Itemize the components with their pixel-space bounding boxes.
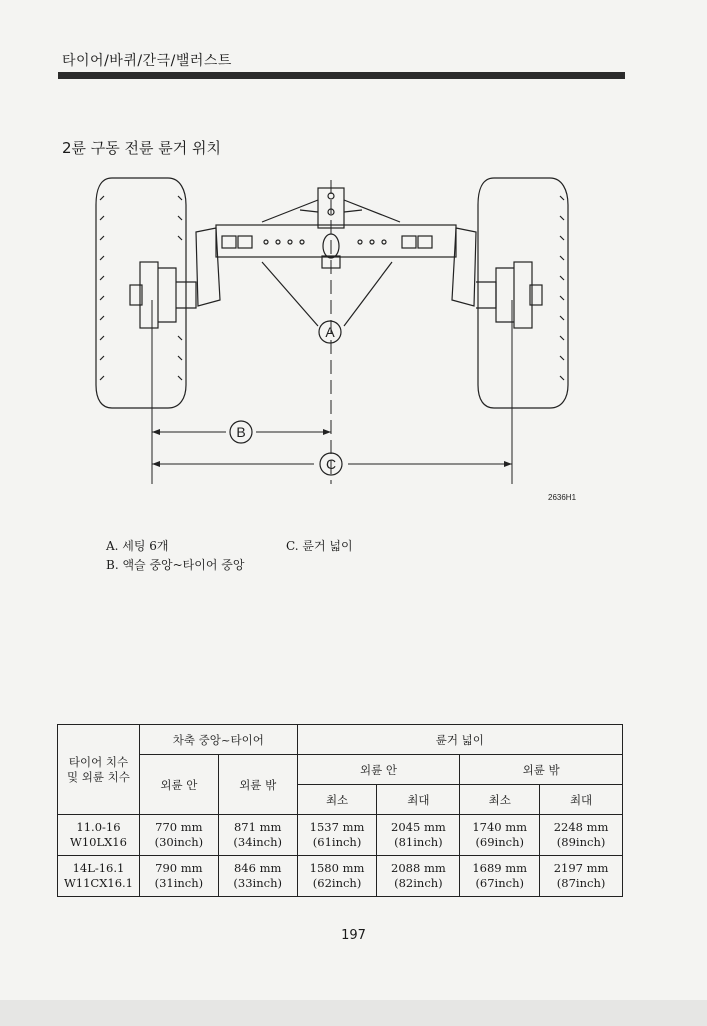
table-row: 11.0-16 W10LX16 770 mm (30inch) 871 mm (34inch) 1537 mm (61inch) 2045 mm (81inch) 1740 mm (69inch) 2248 mm (89inch) [58, 815, 623, 856]
track-inner-header: 외륜 안 [297, 755, 460, 785]
right-hub [514, 262, 532, 328]
max-header: 최대 [377, 785, 460, 815]
tire-size: 14L-16.1 [72, 861, 125, 875]
axle-outer-header: 외륜 밖 [218, 755, 297, 815]
min-header: 최소 [460, 785, 540, 815]
scan-edge [0, 1000, 707, 1026]
tire-size: 11.0-16 [76, 820, 121, 834]
rim-size: W11CX16.1 [63, 876, 133, 890]
table-row: 14L-16.1 W11CX16.1 790 mm (31inch) 846 mm (33inch) 1580 mm (62inch) 2088 mm (82inch) 1689 mm (67inch) 2197 mm (87inch) [58, 856, 623, 897]
page-number: 197 [341, 928, 366, 943]
track-width-table [57, 724, 623, 897]
max-header: 최대 [540, 785, 623, 815]
axle-inner-header: 외륜 안 [139, 755, 218, 815]
legend-a: A. 세팅 6개 [106, 539, 169, 553]
diagram-label-a: A [325, 324, 335, 340]
row-header-cell: 타이어 치수 및 외륜 치수 [58, 725, 140, 815]
rim-size: W10LX16 [70, 835, 127, 849]
group-axle-header: 차축 중앙~타이어 [139, 725, 297, 755]
legend-b: B. 액슬 중앙~타이어 중앙 [106, 558, 245, 572]
min-header: 최소 [297, 785, 377, 815]
section-title: 2륜 구동 전륜 륜거 위치 [62, 139, 222, 157]
left-tire [96, 178, 186, 408]
right-tire [478, 178, 568, 408]
diagram-label-b: B [236, 424, 246, 440]
diagram-label-c: C [325, 456, 337, 472]
header-title: 타이어/바퀴/간극/밸러스트 [62, 53, 232, 69]
left-hub [140, 262, 158, 328]
figure-code: 2636H1 [548, 493, 577, 502]
track-outer-header: 외륜 밖 [460, 755, 623, 785]
group-track-header: 륜거 넓이 [297, 725, 622, 755]
legend-c: C. 륜거 넓이 [286, 539, 353, 553]
